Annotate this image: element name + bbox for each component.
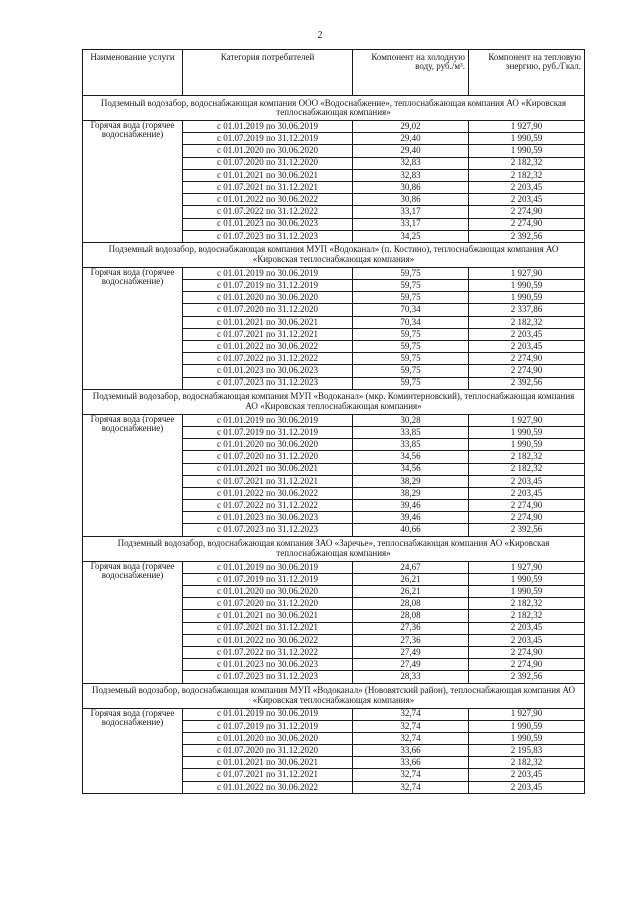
heat-energy-cell: 1 990,59	[469, 133, 585, 145]
heat-energy-cell: 2 182,32	[469, 757, 585, 769]
heat-energy-cell: 2 195,83	[469, 745, 585, 757]
period-cell: с 01.07.2019 по 31.12.2019	[183, 280, 353, 292]
heat-energy-cell: 2 182,32	[469, 463, 585, 475]
period-cell: с 01.01.2022 по 30.06.2022	[183, 634, 353, 646]
cold-water-cell: 33,17	[353, 206, 469, 218]
period-cell: с 01.07.2022 по 31.12.2022	[183, 206, 353, 218]
cold-water-cell: 38,29	[353, 487, 469, 499]
heat-energy-cell: 2 203,45	[469, 341, 585, 353]
table-row	[83, 708, 585, 720]
period-cell: с 01.01.2023 по 30.06.2023	[183, 659, 353, 671]
heat-energy-cell: 2 274,90	[469, 659, 585, 671]
heat-energy-cell: 2 203,45	[469, 634, 585, 646]
section-header-row	[83, 96, 585, 121]
period-cell: с 01.01.2022 по 30.06.2022	[183, 487, 353, 499]
page-number: 2	[317, 30, 323, 41]
period-cell: с 01.01.2022 по 30.06.2022	[183, 341, 353, 353]
period-cell: с 01.01.2021 по 30.06.2021	[183, 463, 353, 475]
heat-energy-cell: 2 182,32	[469, 169, 585, 181]
cold-water-cell: 28,08	[353, 598, 469, 610]
heat-energy-cell: 2 203,45	[469, 328, 585, 340]
cold-water-cell: 28,33	[353, 671, 469, 683]
cold-water-cell: 59,75	[353, 353, 469, 365]
cold-water-cell: 59,75	[353, 280, 469, 292]
period-cell: с 01.01.2023 по 30.06.2023	[183, 512, 353, 524]
heat-energy-cell: 1 990,59	[469, 145, 585, 157]
service-name-cell: Горячая вода (горячее водоснабжение)	[83, 121, 183, 243]
period-cell: с 01.07.2019 по 31.12.2019	[183, 133, 353, 145]
section-title: Подземный водозабор, водоснабжающая компания МУП «Водоканал» (Нововятский район), теплоснабжающая компания АО «Кировская теплоснабжающая компания»	[83, 683, 585, 708]
heat-energy-cell: 2 203,45	[469, 194, 585, 206]
cold-water-cell: 34,56	[353, 451, 469, 463]
cold-water-cell: 59,75	[353, 328, 469, 340]
period-cell: с 01.01.2022 по 30.06.2022	[183, 781, 353, 793]
cold-water-cell: 33,66	[353, 757, 469, 769]
period-cell: с 01.01.2019 по 30.06.2019	[183, 708, 353, 720]
period-cell: с 01.01.2021 по 30.06.2021	[183, 757, 353, 769]
period-cell: с 01.01.2021 по 30.06.2021	[183, 610, 353, 622]
cold-water-cell: 32,83	[353, 169, 469, 181]
cold-water-cell: 33,17	[353, 218, 469, 230]
table-row	[83, 561, 585, 573]
heat-energy-cell: 2 392,56	[469, 230, 585, 242]
heat-energy-cell: 2 182,32	[469, 610, 585, 622]
period-cell: с 01.07.2020 по 31.12.2020	[183, 304, 353, 316]
section-title: Подземный водозабор, водоснабжающая компания МУП «Водоканал» (мкр. Коминтерновский), теплоснабжающая компания АО «Кировская теплоснабжающая компания»	[83, 389, 585, 414]
cold-water-cell: 26,21	[353, 586, 469, 598]
cold-water-cell: 29,40	[353, 145, 469, 157]
service-name-cell: Горячая вода (горячее водоснабжение)	[83, 414, 183, 536]
cold-water-cell: 59,75	[353, 377, 469, 389]
heat-energy-cell: 2 337,86	[469, 304, 585, 316]
section-title: Подземный водозабор, водоснабжающая компания МУП «Водоканал» (п. Костино), теплоснабжающая компания АО «Кировская теплоснабжающая компания»	[83, 242, 585, 267]
heat-energy-cell: 2 274,90	[469, 206, 585, 218]
heat-energy-cell: 2 182,32	[469, 316, 585, 328]
service-name-cell: Горячая вода (горячее водоснабжение)	[83, 267, 183, 389]
cold-water-cell: 24,67	[353, 561, 469, 573]
period-cell: с 01.01.2020 по 30.06.2020	[183, 439, 353, 451]
heat-energy-cell: 1 990,59	[469, 292, 585, 304]
cold-water-cell: 32,74	[353, 732, 469, 744]
period-cell: с 01.01.2023 по 30.06.2023	[183, 218, 353, 230]
cold-water-cell: 32,74	[353, 781, 469, 793]
table-row	[83, 121, 585, 133]
period-cell: с 01.01.2019 по 30.06.2019	[183, 267, 353, 279]
heat-energy-cell: 1 990,59	[469, 573, 585, 585]
section-header-row	[83, 683, 585, 708]
period-cell: с 01.07.2020 по 31.12.2020	[183, 157, 353, 169]
cold-water-cell: 32,74	[353, 720, 469, 732]
cold-water-cell: 33,85	[353, 439, 469, 451]
period-cell: с 01.01.2022 по 30.06.2022	[183, 194, 353, 206]
header-cold-water: Компонент на холодную воду, руб./м³.	[353, 50, 469, 96]
cold-water-cell: 33,66	[353, 745, 469, 757]
heat-energy-cell: 1 990,59	[469, 280, 585, 292]
heat-energy-cell: 1 990,59	[469, 720, 585, 732]
period-cell: с 01.07.2019 по 31.12.2019	[183, 573, 353, 585]
cold-water-cell: 32,83	[353, 157, 469, 169]
period-cell: с 01.07.2020 по 31.12.2020	[183, 598, 353, 610]
header-category: Категория потребителей	[183, 50, 353, 96]
period-cell: с 01.01.2021 по 30.06.2021	[183, 169, 353, 181]
period-cell: с 01.07.2020 по 31.12.2020	[183, 451, 353, 463]
period-cell: с 01.07.2019 по 31.12.2019	[183, 426, 353, 438]
heat-energy-cell: 1 990,59	[469, 586, 585, 598]
cold-water-cell: 30,28	[353, 414, 469, 426]
heat-energy-cell: 2 182,32	[469, 451, 585, 463]
heat-energy-cell: 2 274,90	[469, 353, 585, 365]
heat-energy-cell: 1 927,90	[469, 121, 585, 133]
period-cell: с 01.07.2022 по 31.12.2022	[183, 500, 353, 512]
heat-energy-cell: 2 274,90	[469, 646, 585, 658]
cold-water-cell: 59,75	[353, 365, 469, 377]
table-body	[83, 96, 585, 794]
heat-energy-cell: 2 203,45	[469, 769, 585, 781]
period-cell: с 01.07.2021 по 31.12.2021	[183, 769, 353, 781]
period-cell: с 01.01.2019 по 30.06.2019	[183, 414, 353, 426]
cold-water-cell: 59,75	[353, 341, 469, 353]
heat-energy-cell: 2 274,90	[469, 365, 585, 377]
tariff-table	[82, 49, 585, 794]
heat-energy-cell: 2 203,45	[469, 181, 585, 193]
tariff-table-container	[82, 49, 584, 794]
service-name-cell: Горячая вода (горячее водоснабжение)	[83, 708, 183, 793]
cold-water-cell: 30,86	[353, 194, 469, 206]
heat-energy-cell: 1 927,90	[469, 414, 585, 426]
period-cell: с 01.07.2020 по 31.12.2020	[183, 745, 353, 757]
period-cell: с 01.07.2021 по 31.12.2021	[183, 181, 353, 193]
section-header-row	[83, 536, 585, 561]
heat-energy-cell: 1 927,90	[469, 561, 585, 573]
heat-energy-cell: 2 203,45	[469, 487, 585, 499]
header-heat: Компонент на тепловую энергию, руб./Гкал.	[469, 50, 585, 96]
heat-energy-cell: 2 274,90	[469, 500, 585, 512]
heat-energy-cell: 1 927,90	[469, 267, 585, 279]
period-cell: с 01.01.2020 по 30.06.2020	[183, 732, 353, 744]
section-header-row	[83, 389, 585, 414]
period-cell: с 01.07.2021 по 31.12.2021	[183, 475, 353, 487]
heat-energy-cell: 2 392,56	[469, 524, 585, 536]
table-row	[83, 267, 585, 279]
heat-energy-cell: 1 990,59	[469, 439, 585, 451]
cold-water-cell: 32,74	[353, 708, 469, 720]
period-cell: с 01.07.2022 по 31.12.2022	[183, 353, 353, 365]
heat-energy-cell: 2 203,45	[469, 475, 585, 487]
heat-energy-cell: 2 182,32	[469, 157, 585, 169]
period-cell: с 01.07.2022 по 31.12.2022	[183, 646, 353, 658]
heat-energy-cell: 1 990,59	[469, 426, 585, 438]
period-cell: с 01.07.2021 по 31.12.2021	[183, 622, 353, 634]
heat-energy-cell: 2 274,90	[469, 512, 585, 524]
table-header-row	[83, 50, 585, 96]
cold-water-cell: 34,25	[353, 230, 469, 242]
period-cell: с 01.07.2023 по 31.12.2023	[183, 230, 353, 242]
cold-water-cell: 27,49	[353, 646, 469, 658]
cold-water-cell: 40,66	[353, 524, 469, 536]
period-cell: с 01.07.2023 по 31.12.2023	[183, 671, 353, 683]
cold-water-cell: 32,74	[353, 769, 469, 781]
heat-energy-cell: 2 203,45	[469, 622, 585, 634]
cold-water-cell: 26,21	[353, 573, 469, 585]
table-row	[83, 414, 585, 426]
period-cell: с 01.01.2023 по 30.06.2023	[183, 365, 353, 377]
heat-energy-cell: 1 990,59	[469, 732, 585, 744]
heat-energy-cell: 2 274,90	[469, 218, 585, 230]
period-cell: с 01.01.2020 по 30.06.2020	[183, 145, 353, 157]
period-cell: с 01.07.2019 по 31.12.2019	[183, 720, 353, 732]
period-cell: с 01.01.2021 по 30.06.2021	[183, 316, 353, 328]
period-cell: с 01.01.2020 по 30.06.2020	[183, 292, 353, 304]
cold-water-cell: 39,46	[353, 500, 469, 512]
header-service: Наименование услуги	[83, 50, 183, 96]
cold-water-cell: 38,29	[353, 475, 469, 487]
heat-energy-cell: 2 203,45	[469, 781, 585, 793]
heat-energy-cell: 2 392,56	[469, 377, 585, 389]
section-title: Подземный водозабор, водоснабжающая компания ЗАО «Заречье», теплоснабжающая компания АО «Кировская теплоснабжающая компания»	[83, 536, 585, 561]
cold-water-cell: 27,49	[353, 659, 469, 671]
cold-water-cell: 70,34	[353, 316, 469, 328]
heat-energy-cell: 2 392,56	[469, 671, 585, 683]
cold-water-cell: 29,02	[353, 121, 469, 133]
cold-water-cell: 27,36	[353, 634, 469, 646]
period-cell: с 01.07.2023 по 31.12.2023	[183, 377, 353, 389]
period-cell: с 01.07.2021 по 31.12.2021	[183, 328, 353, 340]
period-cell: с 01.01.2019 по 30.06.2019	[183, 121, 353, 133]
cold-water-cell: 39,46	[353, 512, 469, 524]
period-cell: с 01.07.2023 по 31.12.2023	[183, 524, 353, 536]
period-cell: с 01.01.2020 по 30.06.2020	[183, 586, 353, 598]
cold-water-cell: 28,08	[353, 610, 469, 622]
period-cell: с 01.01.2019 по 30.06.2019	[183, 561, 353, 573]
cold-water-cell: 33,85	[353, 426, 469, 438]
cold-water-cell: 59,75	[353, 292, 469, 304]
cold-water-cell: 59,75	[353, 267, 469, 279]
cold-water-cell: 30,86	[353, 181, 469, 193]
heat-energy-cell: 1 927,90	[469, 708, 585, 720]
cold-water-cell: 34,56	[353, 463, 469, 475]
section-title: Подземный водозабор, водоснабжающая компания ООО «Водоснабжение», теплоснабжающая компания АО «Кировская теплоснабжающая компания»	[83, 96, 585, 121]
section-header-row	[83, 242, 585, 267]
cold-water-cell: 29,40	[353, 133, 469, 145]
heat-energy-cell: 2 182,32	[469, 598, 585, 610]
cold-water-cell: 70,34	[353, 304, 469, 316]
service-name-cell: Горячая вода (горячее водоснабжение)	[83, 561, 183, 683]
cold-water-cell: 27,36	[353, 622, 469, 634]
